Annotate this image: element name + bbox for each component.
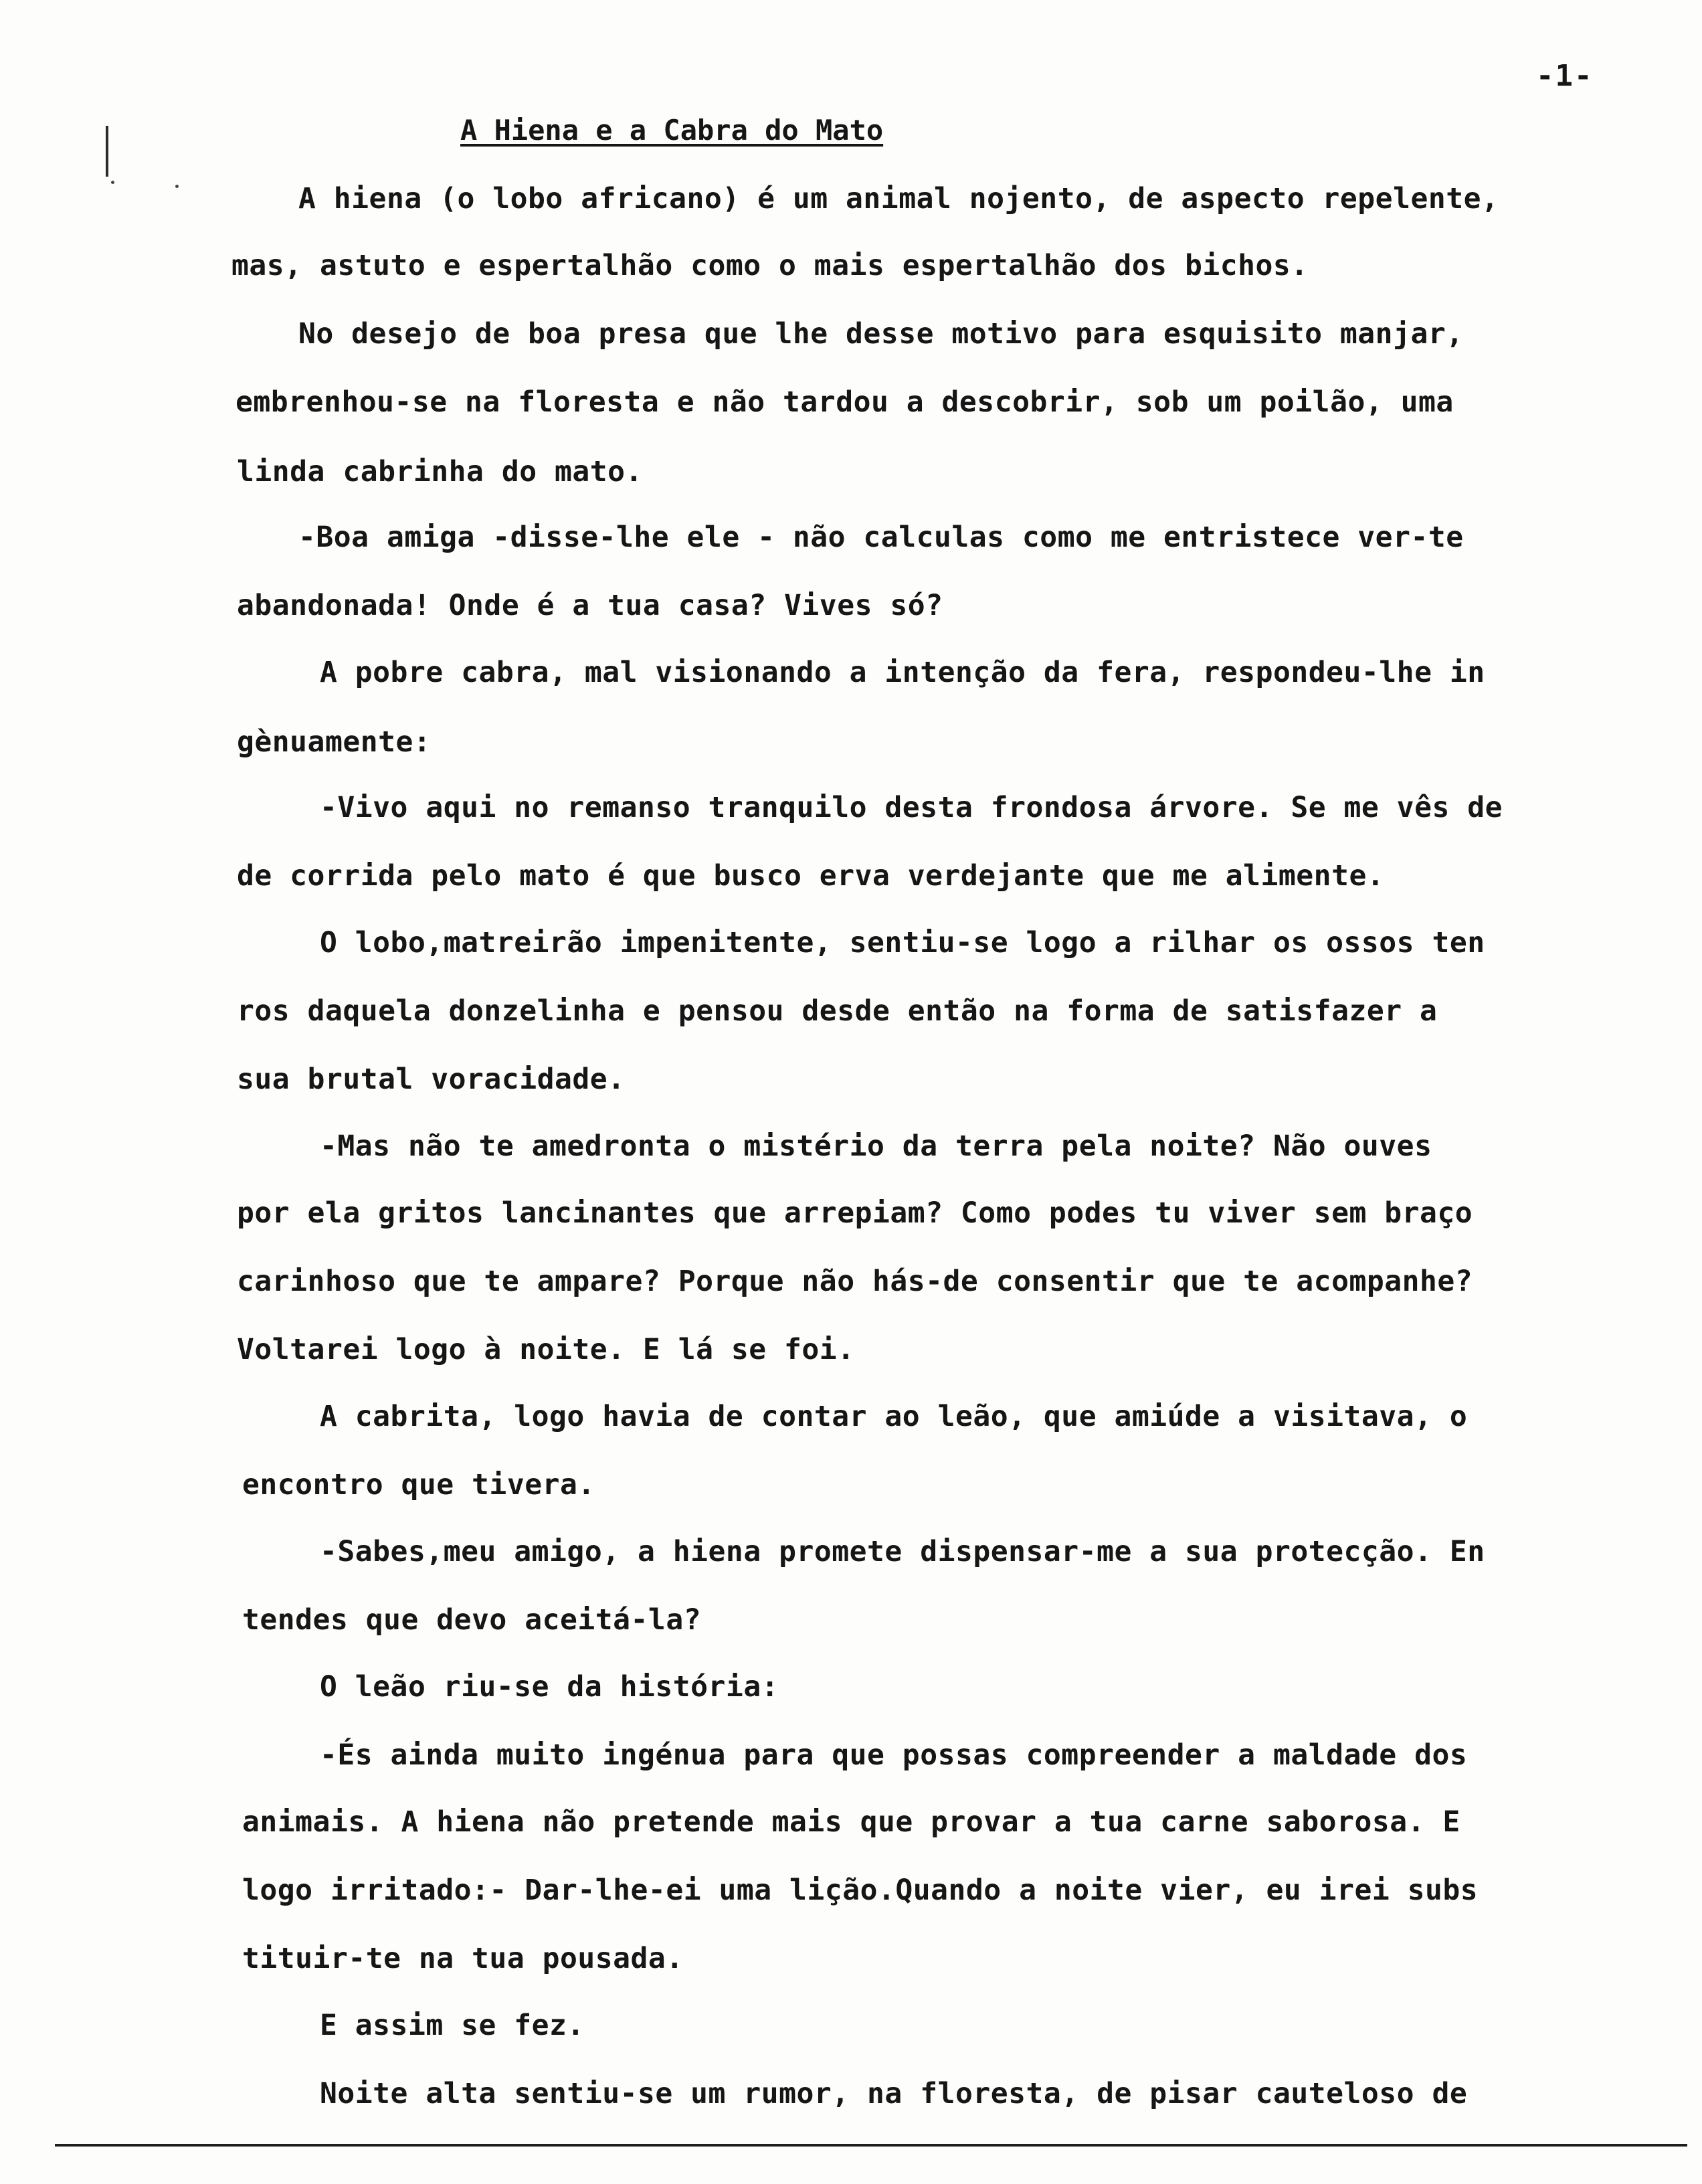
text-line: -Sabes,meu amigo, a hiena promete dispensar-me a sua protecção. En xyxy=(320,1535,1485,1568)
text-line: animais. A hiena não pretende mais que provar a tua carne saborosa. E xyxy=(242,1805,1460,1839)
text-line: gènuamente: xyxy=(237,725,432,759)
text-line: logo irritado:- Dar-lhe-ei uma lição.Quando a noite vier, eu irei subs xyxy=(242,1874,1479,1907)
text-line: Voltarei logo à noite. E lá se foi. xyxy=(237,1333,855,1366)
text-line: E assim se fez. xyxy=(320,2009,585,2042)
margin-dot xyxy=(175,185,179,188)
text-line: No desejo de boa presa que lhe desse motivo para esquisito manjar, xyxy=(298,317,1464,351)
text-line: -És ainda muito ingénua para que possas compreender a maldade dos xyxy=(320,1738,1468,1772)
text-line: -Vivo aqui no remanso tranquilo desta frondosa árvore. Se me vês de xyxy=(320,791,1503,824)
text-line: linda cabrinha do mato. xyxy=(237,455,643,488)
text-line: encontro que tivera. xyxy=(242,1468,595,1502)
bottom-rule xyxy=(55,2144,1687,2147)
text-line: abandonada! Onde é a tua casa? Vives só? xyxy=(237,589,943,622)
story-title: A Hiena e a Cabra do Mato xyxy=(460,114,884,147)
text-line: A hiena (o lobo africano) é um animal nojento, de aspecto repelente, xyxy=(298,182,1499,215)
text-line: tituir-te na tua pousada. xyxy=(242,1942,684,1975)
text-line: O leão riu-se da história: xyxy=(320,1670,779,1704)
text-line: O lobo,matreirão impenitente, sentiu-se logo a rilhar os ossos ten xyxy=(320,926,1485,960)
text-line: -Mas não te amedronta o mistério da terra pela noite? Não ouves xyxy=(320,1129,1432,1163)
text-line: de corrida pelo mato é que busco erva verdejante que me alimente. xyxy=(237,859,1385,893)
text-line: mas, astuto e espertalhão como o mais espertalhão dos bichos. xyxy=(231,249,1309,282)
text-line: sua brutal voracidade. xyxy=(237,1063,626,1096)
text-line: Noite alta sentiu-se um rumor, na floresta, de pisar cauteloso de xyxy=(320,2077,1468,2110)
margin-pencil-mark xyxy=(106,126,108,177)
text-line: A cabrita, logo havia de contar ao leão, que amiúde a visitava, o xyxy=(320,1400,1468,1433)
text-line: embrenhou-se na floresta e não tardou a descobrir, sob um poilão, uma xyxy=(235,385,1454,419)
text-line: ros daquela donzelinha e pensou desde então na forma de satisfazer a xyxy=(237,994,1438,1028)
text-line: tendes que devo aceitá-la? xyxy=(242,1603,702,1637)
text-line: -Boa amiga -disse-lhe ele - não calculas como me entristece ver-te xyxy=(298,521,1464,554)
text-line: carinhoso que te ampare? Porque não hás-de consentir que te acompanhe? xyxy=(237,1265,1473,1298)
margin-dot xyxy=(111,181,114,184)
page-number: -1- xyxy=(1536,59,1594,93)
text-line: A pobre cabra, mal visionando a intenção da fera, respondeu-lhe in xyxy=(320,656,1485,689)
text-line: por ela gritos lancinantes que arrepiam? Como podes tu viver sem braço xyxy=(237,1196,1473,1230)
